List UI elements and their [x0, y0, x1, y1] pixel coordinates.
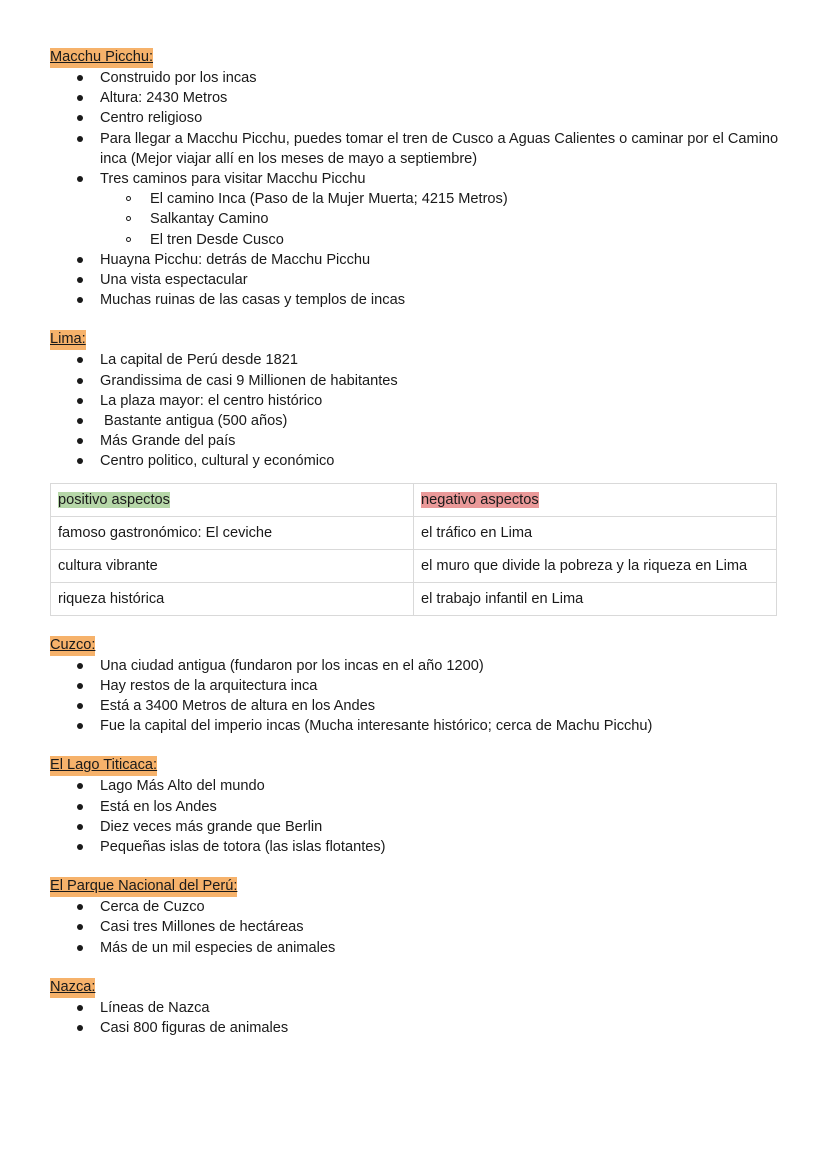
list-item: Huayna Picchu: detrás de Macchu Picchu	[50, 250, 780, 270]
list-item: Muchas ruinas de las casas y templos de incas	[50, 290, 780, 310]
list-item: Cerca de Cuzco	[50, 897, 780, 917]
list-item: Está a 3400 Metros de altura en los Andes	[50, 696, 780, 716]
table-cell: el tráfico en Lima	[414, 516, 777, 549]
list-item: Hay restos de la arquitectura inca	[50, 676, 780, 696]
section-heading: El Parque Nacional del Perú:	[50, 877, 237, 897]
section-heading: El Lago Titicaca:	[50, 756, 157, 776]
sub-list-item: El tren Desde Cusco	[100, 230, 780, 250]
table-cell: cultura vibrante	[51, 549, 414, 582]
table-cell: el trabajo infantil en Lima	[414, 582, 777, 615]
section-heading: Lima:	[50, 330, 86, 350]
list-item: La plaza mayor: el centro histórico	[50, 391, 780, 411]
list-item: Grandissima de casi 9 Millionen de habitantes	[50, 371, 780, 391]
table-row	[51, 549, 777, 582]
bullet-list	[50, 998, 780, 1038]
table-header-cell	[51, 483, 414, 516]
comparison-table	[50, 483, 777, 616]
sub-bullet-list	[100, 189, 780, 250]
table-row	[51, 582, 777, 615]
section-parque-nacional	[50, 877, 780, 958]
sub-list-item: El camino Inca (Paso de la Mujer Muerta; 4215 Metros)	[100, 189, 780, 209]
table-row	[51, 516, 777, 549]
list-item: Casi 800 figuras de animales	[50, 1018, 780, 1038]
list-item: Está en los Andes	[50, 797, 780, 817]
table-header-row	[51, 483, 777, 516]
bullet-list	[50, 897, 780, 958]
list-item: Casi tres Millones de hectáreas	[50, 917, 780, 937]
table-cell: famoso gastronómico: El ceviche	[51, 516, 414, 549]
list-item: Pequeñas islas de totora (las islas flotantes)	[50, 837, 780, 857]
bullet-list	[50, 776, 780, 857]
section-cuzco	[50, 636, 780, 737]
list-item: Líneas de Nazca	[50, 998, 780, 1018]
table-cell: riqueza histórica	[51, 582, 414, 615]
list-item: Tres caminos para visitar Macchu Picchu	[50, 169, 780, 189]
section-lima	[50, 330, 780, 615]
negative-header: negativo aspectos	[421, 491, 539, 508]
section-nazca	[50, 978, 780, 1038]
bullet-list	[50, 656, 780, 737]
document-page	[50, 48, 780, 1038]
list-item: Fue la capital del imperio incas (Mucha interesante histórico; cerca de Machu Picchu)	[50, 716, 780, 736]
list-item: Bastante antigua (500 años)	[50, 411, 780, 431]
list-item: Más Grande del país	[50, 431, 780, 451]
section-heading: Nazca:	[50, 978, 95, 998]
positive-header: positivo aspectos	[58, 491, 170, 508]
list-item: Lago Más Alto del mundo	[50, 776, 780, 796]
list-item: Altura: 2430 Metros	[50, 88, 780, 108]
table-header-cell	[414, 483, 777, 516]
list-item: Construido por los incas	[50, 68, 780, 88]
sub-list-item: Salkantay Camino	[100, 209, 780, 229]
table-cell: el muro que divide la pobreza y la riqueza en Lima	[414, 549, 777, 582]
list-item: Una ciudad antigua (fundaron por los incas en el año 1200)	[50, 656, 780, 676]
list-item: Diez veces más grande que Berlin	[50, 817, 780, 837]
list-item: Centro religioso	[50, 108, 780, 128]
bullet-list	[50, 68, 780, 189]
bullet-list	[50, 350, 780, 471]
list-item: Más de un mil especies de animales	[50, 938, 780, 958]
list-item: La capital de Perú desde 1821	[50, 350, 780, 370]
section-machu-picchu	[50, 48, 780, 310]
list-item: Centro politico, cultural y económico	[50, 451, 780, 471]
section-heading: Macchu Picchu:	[50, 48, 153, 68]
list-item: Para llegar a Macchu Picchu, puedes tomar el tren de Cusco a Aguas Calientes o caminar por el Camino inca (Mejor viajar allí en los meses de mayo a septiembre)	[50, 129, 780, 169]
list-item: Una vista espectacular	[50, 270, 780, 290]
section-titicaca	[50, 756, 780, 857]
section-heading: Cuzco:	[50, 636, 95, 656]
bullet-list	[50, 250, 780, 311]
